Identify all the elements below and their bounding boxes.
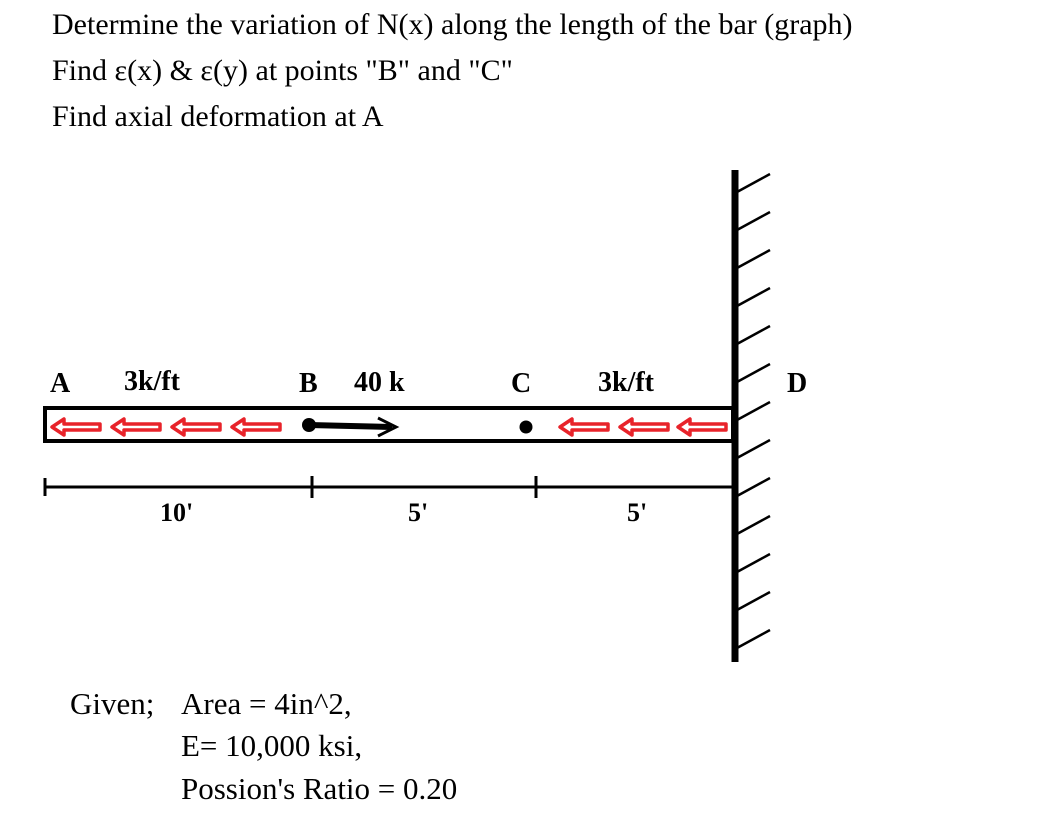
fixed-wall xyxy=(735,170,770,662)
dim-5ft-b: 5' xyxy=(627,498,648,527)
wall-hatch-tick xyxy=(737,516,770,534)
wall-hatch-tick xyxy=(737,592,770,610)
wall-hatch-tick xyxy=(737,364,770,382)
dim-10ft: 10' xyxy=(160,498,194,527)
wall-hatch-tick xyxy=(737,402,770,420)
wall-hatch-tick xyxy=(737,478,770,496)
dim-5ft-a: 5' xyxy=(408,498,429,527)
label-point-load: 40 k xyxy=(354,367,405,398)
given-modulus: E= 10,000 ksi, xyxy=(181,728,363,763)
arrow-shaft xyxy=(309,425,392,427)
label-b: B xyxy=(299,368,318,399)
wall-hatch-tick xyxy=(737,212,770,230)
wall-hatch-tick xyxy=(737,174,770,192)
wall-hatch-tick xyxy=(737,288,770,306)
wall-hatch-tick xyxy=(737,326,770,344)
wall-hatch-tick xyxy=(737,630,770,648)
wall-hatch-tick xyxy=(737,250,770,268)
label-d: D xyxy=(787,368,808,399)
label-load-left: 3k/ft xyxy=(124,366,180,397)
dimension-line xyxy=(45,476,733,498)
point-c-dot xyxy=(520,421,533,434)
label-load-right: 3k/ft xyxy=(598,367,654,398)
problem-line-3: Find axial deformation at A xyxy=(52,100,384,133)
label-a: A xyxy=(50,368,71,399)
wall-hatch-tick xyxy=(737,440,770,458)
wall-hatch xyxy=(737,174,770,648)
label-c: C xyxy=(511,368,532,399)
given-poisson: Possion's Ratio = 0.20 xyxy=(181,771,458,806)
wall-hatch-tick xyxy=(737,554,770,572)
problem-line-2: Find ε(x) & ε(y) at points "B" and "C" xyxy=(52,54,513,87)
given-area: Area = 4in^2, xyxy=(181,686,352,721)
problem-line-1: Determine the variation of N(x) along the length of the bar (graph) xyxy=(52,8,853,41)
given-label: Given; xyxy=(70,686,155,721)
